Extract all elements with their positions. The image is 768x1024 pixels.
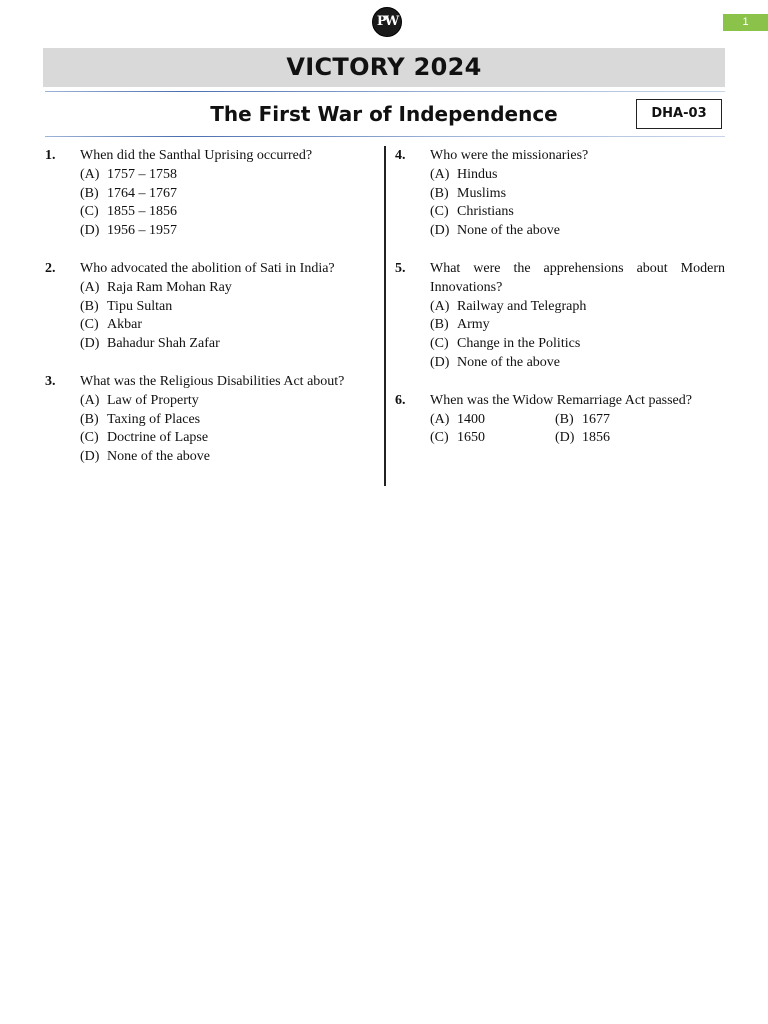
chapter-title: The First War of Independence (210, 102, 558, 126)
option-d (430, 222, 725, 241)
question-2 (45, 260, 365, 354)
option-key: (A) (80, 166, 100, 182)
option-text: Raja Ram Mohan Ray (107, 279, 232, 295)
question-text: Who were the missionaries? (430, 148, 589, 163)
option-text: Taxing of Places (107, 411, 201, 427)
option-text: 1855 – 1856 (107, 204, 177, 220)
option-c (80, 203, 365, 222)
question-3 (45, 373, 365, 467)
column-divider (384, 146, 386, 486)
option-d (80, 335, 365, 354)
question-1 (45, 147, 365, 241)
option-text: 1956 – 1957 (107, 223, 177, 239)
option-text: Doctrine of Lapse (107, 430, 209, 446)
option-c (80, 429, 365, 448)
question-text: When was the Widow Remarriage Act passed? (430, 392, 692, 408)
question-text: Who advocated the abolition of Sati in India? (80, 260, 335, 276)
page-number-badge: 1 (723, 14, 768, 31)
option-d (80, 222, 365, 241)
option-a (80, 166, 365, 185)
option-a (430, 166, 725, 185)
question-number: 6. (395, 392, 406, 408)
option-c (80, 316, 365, 335)
question-5 (395, 260, 725, 373)
option-text: Railway and Telegraph (457, 298, 587, 314)
right-column (395, 147, 725, 448)
option-a (80, 279, 365, 298)
option-key: (C) (80, 204, 99, 220)
option-text: Law of Property (107, 392, 199, 408)
option-key: (C) (430, 336, 449, 352)
option-b (430, 185, 725, 204)
option-text: Change in the Politics (457, 336, 581, 352)
question-number: 3. (45, 373, 56, 389)
option-key: (B) (430, 185, 449, 201)
question-text: What were the apprehensions about Modern Innovations? (430, 260, 725, 295)
option-a (430, 411, 555, 430)
left-column (45, 147, 365, 467)
worksheet-code: DHA-03 (636, 99, 722, 129)
question-4 (395, 147, 725, 241)
option-text: Akbar (107, 317, 142, 333)
option-text: Bahadur Shah Zafar (107, 336, 220, 352)
option-key: (A) (80, 392, 100, 408)
option-key: (A) (430, 166, 450, 182)
option-b (430, 316, 725, 335)
option-d (430, 354, 725, 373)
option-key: (D) (555, 430, 575, 446)
option-text: Tipu Sultan (107, 298, 173, 314)
question-number: 2. (45, 260, 56, 276)
option-text: 1400 (457, 411, 485, 427)
option-key: (A) (430, 298, 450, 314)
option-text: None of the above (107, 449, 211, 465)
option-key: (C) (80, 430, 99, 446)
option-b (555, 411, 680, 430)
option-text: Army (457, 317, 490, 333)
option-d (80, 448, 365, 467)
pw-logo: PW (372, 7, 402, 37)
question-number: 5. (395, 260, 406, 276)
option-text: None of the above (457, 354, 561, 370)
header-divider-bottom (45, 136, 725, 137)
option-text: 1677 (582, 411, 610, 427)
option-key: (D) (430, 354, 450, 370)
option-key: (D) (80, 449, 100, 465)
option-text: 1650 (457, 430, 485, 446)
option-text: 1764 – 1767 (107, 185, 177, 201)
option-text: Hindus (457, 166, 498, 182)
option-row (430, 429, 725, 448)
question-text: When did the Santhal Uprising occurred? (80, 148, 313, 163)
option-text: Christians (457, 204, 514, 220)
header-divider-top (45, 91, 725, 92)
option-key: (D) (80, 336, 100, 352)
option-key: (B) (80, 298, 99, 314)
option-key: (A) (80, 279, 100, 295)
option-key: (C) (430, 430, 449, 446)
option-key: (B) (555, 411, 574, 427)
option-b (80, 411, 365, 430)
question-number: 1. (45, 148, 56, 163)
option-key: (B) (80, 411, 99, 427)
option-text: 1856 (582, 430, 610, 446)
option-row (430, 411, 725, 430)
question-6 (395, 392, 725, 448)
option-key: (C) (430, 204, 449, 220)
option-key: (B) (430, 317, 449, 333)
option-a (430, 298, 725, 317)
option-b (80, 298, 365, 317)
option-text: Muslims (457, 185, 507, 201)
option-c (430, 335, 725, 354)
question-text: What was the Religious Disabilities Act about? (80, 373, 345, 389)
option-a (80, 392, 365, 411)
question-number: 4. (395, 148, 406, 163)
option-key: (C) (80, 317, 99, 333)
option-key: (A) (430, 411, 450, 427)
option-b (80, 185, 365, 204)
title-banner (43, 48, 725, 87)
option-text: None of the above (457, 223, 561, 239)
banner-title: VICTORY 2024 (286, 53, 482, 81)
option-c (430, 429, 555, 448)
option-key: (D) (430, 223, 450, 239)
option-text: 1757 – 1758 (107, 166, 177, 182)
option-key: (B) (80, 185, 99, 201)
option-c (430, 203, 725, 222)
option-d (555, 429, 680, 448)
option-key: (D) (80, 223, 100, 239)
